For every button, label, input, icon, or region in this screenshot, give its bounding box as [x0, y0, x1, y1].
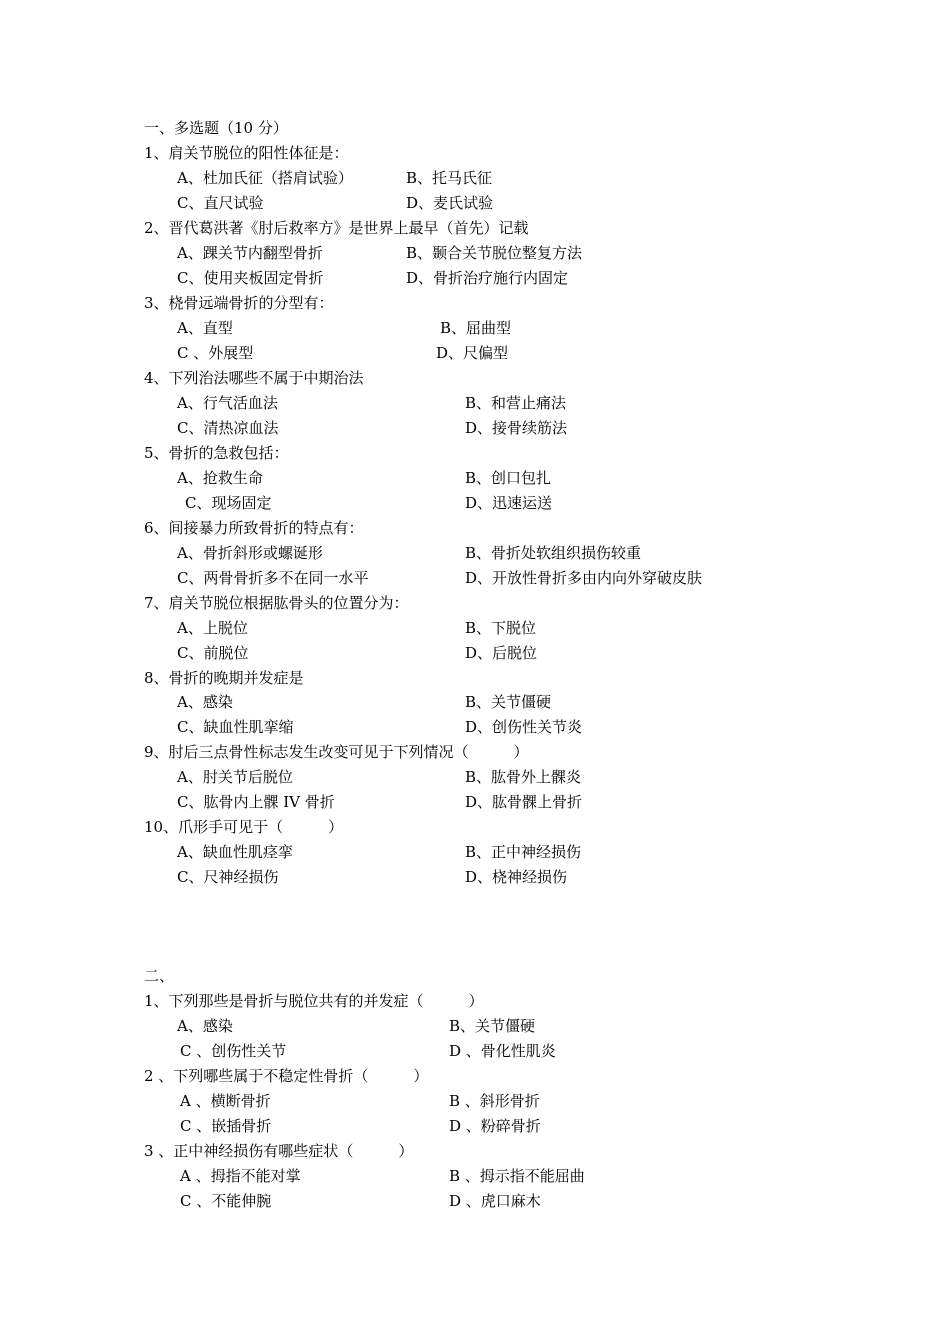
s2-q3-option-a: A 、拇指不能对掌	[180, 1167, 301, 1185]
q1-option-b: B、托马氏征	[406, 169, 493, 187]
question-6-stem: 6、间接暴力所致骨折的特点有：	[144, 519, 364, 537]
s2-q1-option-a: A、感染	[177, 1017, 233, 1035]
section1-title: 一、多选题（10 分）	[144, 119, 288, 137]
q10-option-a: A、缺血性肌痉挛	[177, 843, 293, 861]
q6-option-a: A、骨折斜形或螺诞形	[177, 544, 323, 562]
question-4-stem: 4、下列治法哪些不属于中期治法	[144, 369, 364, 387]
s2-q3-option-c: C 、不能伸腕	[180, 1192, 272, 1210]
s2-question-3-stem: 3 、正中神经损伤有哪些症状（ ）	[144, 1142, 414, 1160]
section2-title: 二、	[144, 967, 175, 985]
q5-option-b: B、创口包扎	[465, 469, 552, 487]
q9-option-d: D、肱骨髁上骨折	[465, 793, 583, 811]
q6-option-d: D、开放性骨折多由内向外穿破皮肤	[465, 569, 703, 587]
s2-q1-option-b: B、关节僵硬	[449, 1017, 536, 1035]
q5-option-d: D、迅速运送	[465, 494, 553, 512]
q8-option-c: C、缺血性肌挛缩	[177, 718, 294, 736]
s2-q1-option-d: D 、骨化性肌炎	[449, 1042, 556, 1060]
q10-option-b: B、正中神经损伤	[465, 843, 582, 861]
question-1-stem: 1、肩关节脱位的阳性体征是：	[144, 144, 349, 162]
q4-option-c: C、清热凉血法	[177, 419, 279, 437]
question-7-stem: 7、肩关节脱位根据肱骨头的位置分为：	[144, 594, 409, 612]
question-2-stem: 2、晋代葛洪著《肘后救率方》是世界上最早（首先）记载	[144, 219, 529, 237]
q7-option-d: D、后脱位	[465, 644, 538, 662]
q3-option-a: A、直型	[177, 319, 233, 337]
q8-option-a: A、感染	[177, 693, 233, 711]
q4-option-a: A、行气活血法	[177, 394, 278, 412]
q3-option-b: B、屈曲型	[440, 319, 512, 337]
s2-question-1-stem: 1、下列那些是骨折与脱位共有的并发症（ ）	[144, 992, 484, 1010]
s2-q2-option-c: C 、嵌插骨折	[180, 1117, 272, 1135]
q9-option-c: C、肱骨内上髁 IV 骨折	[177, 793, 335, 811]
s2-q1-option-c: C 、创伤性关节	[180, 1042, 287, 1060]
q1-option-d: D、麦氏试验	[406, 194, 494, 212]
q7-option-a: A、上脱位	[177, 619, 248, 637]
question-5-stem: 5、骨折的急救包括：	[144, 444, 289, 462]
s2-q3-option-d: D 、虎口麻木	[449, 1192, 541, 1210]
question-9-stem: 9、肘后三点骨性标志发生改变可见于下列情况（ ）	[144, 743, 529, 761]
s2-q2-option-b: B 、斜形骨折	[449, 1092, 540, 1110]
q1-option-a: A、杜加氏征（搭肩试验）	[177, 169, 353, 187]
q2-option-b: B、颞合关节脱位整复方法	[406, 244, 583, 262]
q3-option-c: C 、外展型	[177, 344, 254, 362]
s2-q2-option-a: A 、横断骨折	[180, 1092, 271, 1110]
s2-question-2-stem: 2 、下列哪些属于不稳定性骨折（ ）	[144, 1067, 429, 1085]
q10-option-d: D、桡神经损伤	[465, 868, 568, 886]
q9-option-a: A、肘关节后脱位	[177, 768, 293, 786]
q8-option-d: D、创伤性关节炎	[465, 718, 583, 736]
q5-option-c: C、现场固定	[185, 494, 272, 512]
q6-option-c: C、两骨骨折多不在同一水平	[177, 569, 369, 587]
q4-option-b: B、和营止痛法	[465, 394, 567, 412]
q8-option-b: B、关节僵硬	[465, 693, 552, 711]
q3-option-d: D、尺偏型	[436, 344, 509, 362]
s2-q3-option-b: B 、拇示指不能屈曲	[449, 1167, 585, 1185]
q2-option-c: C、使用夹板固定骨折	[177, 269, 324, 287]
question-10-stem: 10、爪形手可见于（ ）	[144, 818, 344, 836]
q6-option-b: B、骨折处软组织损伤较重	[465, 544, 642, 562]
q1-option-c: C、直尺试验	[177, 194, 264, 212]
q4-option-d: D、接骨续筋法	[465, 419, 568, 437]
question-3-stem: 3、桡骨远端骨折的分型有：	[144, 294, 334, 312]
q2-option-d: D、骨折治疗施行内固定	[406, 269, 569, 287]
q7-option-b: B、下脱位	[465, 619, 537, 637]
q9-option-b: B、肱骨外上髁炎	[465, 768, 582, 786]
question-8-stem: 8、骨折的晚期并发症是	[144, 669, 304, 687]
s2-q2-option-d: D 、粉碎骨折	[449, 1117, 541, 1135]
q10-option-c: C、尺神经损伤	[177, 868, 279, 886]
q5-option-a: A、抢救生命	[177, 469, 263, 487]
q2-option-a: A、踝关节内翻型骨折	[177, 244, 323, 262]
q7-option-c: C、前脱位	[177, 644, 249, 662]
